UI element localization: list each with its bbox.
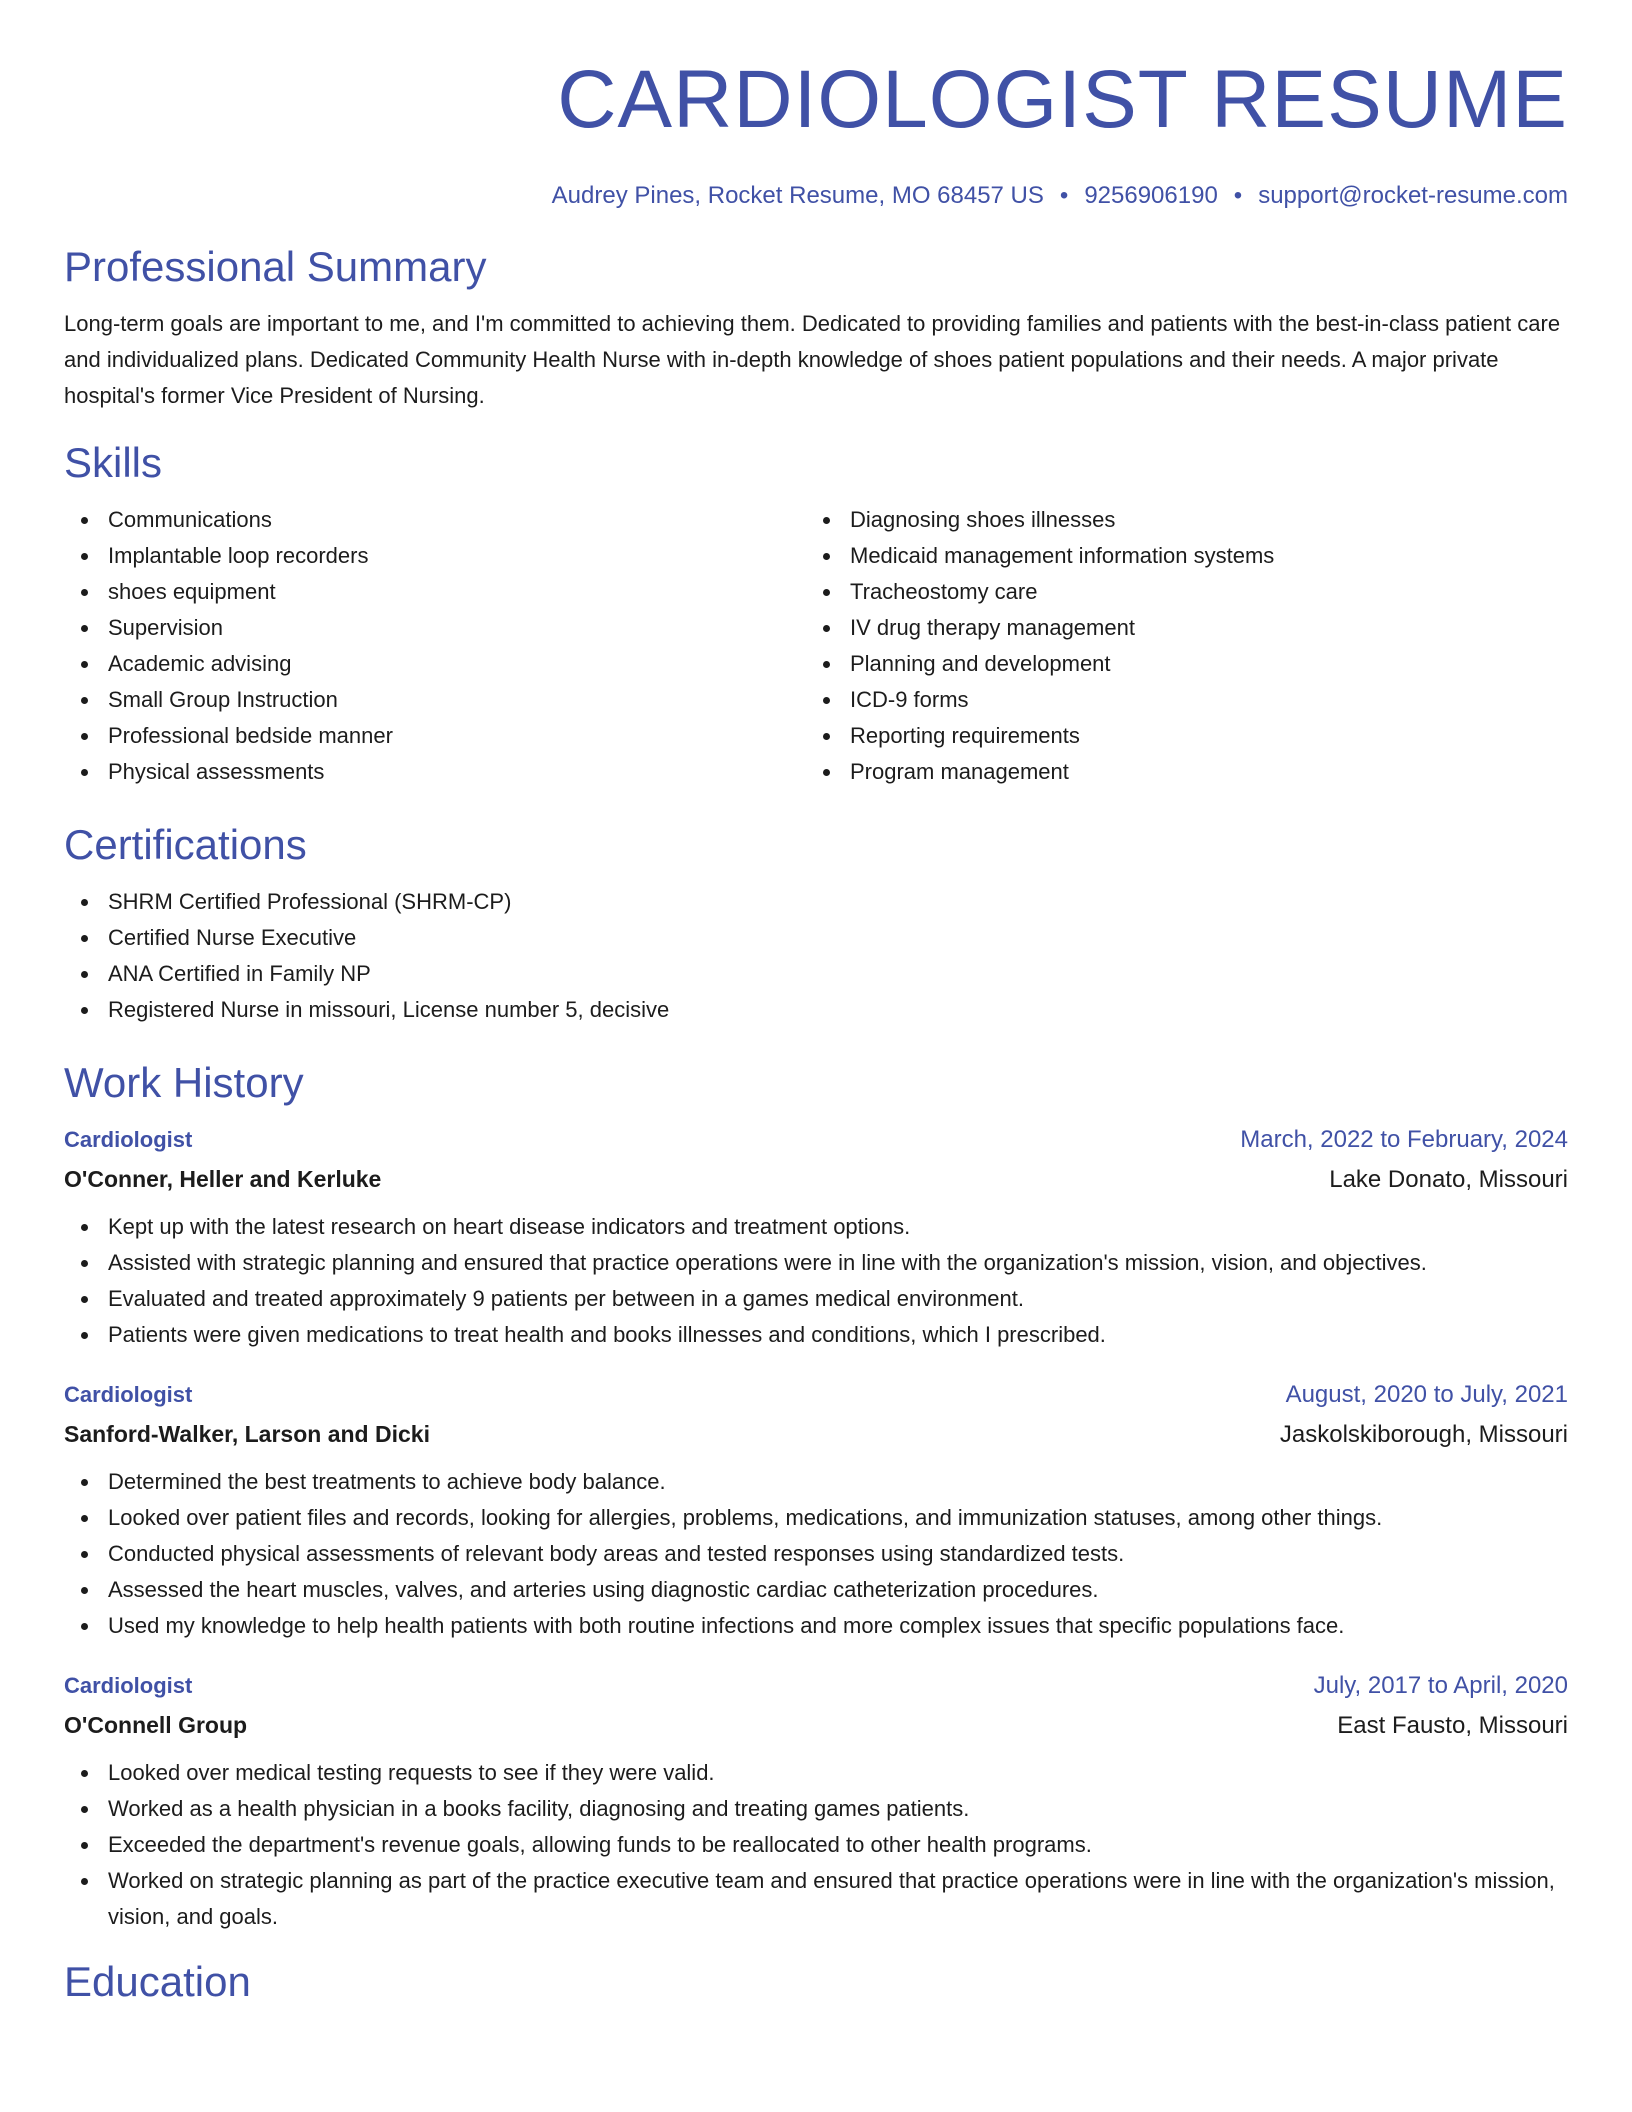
skill-item: Medicaid management information systems <box>806 538 1548 574</box>
skill-item: Diagnosing shoes illnesses <box>806 502 1548 538</box>
job-company: O'Conner, Heller and Kerluke <box>64 1166 382 1192</box>
summary-heading: Professional Summary <box>64 243 487 290</box>
skill-item: Communications <box>64 502 806 538</box>
job-dates: July, 2017 to April, 2020 <box>1313 1672 1568 1699</box>
job-location: East Fausto, Missouri <box>1337 1712 1568 1739</box>
job-duty-item: Worked as a health physician in a books facility, diagnosing and treating games patients. <box>64 1791 1568 1827</box>
job-dates: August, 2020 to July, 2021 <box>1285 1381 1568 1408</box>
job-entry <box>64 1375 1568 1644</box>
job-title: Cardiologist <box>64 1127 193 1152</box>
certification-item: Certified Nurse Executive <box>64 920 1568 956</box>
job-title: Cardiologist <box>64 1382 193 1407</box>
certification-item: ANA Certified in Family NP <box>64 956 1568 992</box>
contact-email: support@rocket-resume.com <box>1258 182 1568 209</box>
contact-line <box>64 182 1568 210</box>
skills-list-left <box>64 502 806 790</box>
skill-item: Tracheostomy care <box>806 574 1548 610</box>
certifications-list <box>64 884 1568 1028</box>
skill-item: Academic advising <box>64 646 806 682</box>
job-duties-list <box>64 1464 1568 1644</box>
job-entry <box>64 1666 1568 1935</box>
contact-separator: • <box>1233 182 1243 209</box>
work-history-heading: Work History <box>64 1059 304 1106</box>
job-duty-item: Looked over medical testing requests to see if they were valid. <box>64 1755 1568 1791</box>
job-duty-item: Looked over patient files and records, looking for allergies, problems, medications, and immunization statuses, among other things. <box>64 1500 1568 1536</box>
job-duties-list <box>64 1209 1568 1353</box>
job-entry <box>64 1120 1568 1353</box>
work-history-section <box>64 1058 1568 1935</box>
certifications-heading: Certifications <box>64 821 307 868</box>
skill-item: Reporting requirements <box>806 718 1548 754</box>
job-duty-item: Conducted physical assessments of relevant body areas and tested responses using standardized tests. <box>64 1536 1568 1572</box>
job-duty-item: Determined the best treatments to achieve body balance. <box>64 1464 1568 1500</box>
skill-item: Supervision <box>64 610 806 646</box>
skill-item: ICD-9 forms <box>806 682 1548 718</box>
skills-grid <box>64 502 1568 790</box>
skill-item: IV drug therapy management <box>806 610 1548 646</box>
resume-title: CARDIOLOGIST RESUME <box>557 54 1568 145</box>
job-duty-item: Evaluated and treated approximately 9 patients per between in a games medical environment. <box>64 1281 1568 1317</box>
certification-item: Registered Nurse in missouri, License number 5, decisive <box>64 992 1568 1028</box>
certification-item: SHRM Certified Professional (SHRM-CP) <box>64 884 1568 920</box>
job-duty-item: Patients were given medications to treat health and books illnesses and conditions, which I prescribed. <box>64 1317 1568 1353</box>
summary-section <box>64 242 1568 414</box>
skill-item: shoes equipment <box>64 574 806 610</box>
job-location: Lake Donato, Missouri <box>1329 1166 1568 1193</box>
contact-address: Audrey Pines, Rocket Resume, MO 68457 US <box>551 182 1044 209</box>
contact-phone: 9256906190 <box>1084 182 1218 209</box>
skills-heading: Skills <box>64 439 163 486</box>
job-duty-item: Exceeded the department's revenue goals, allowing funds to be reallocated to other health programs. <box>64 1827 1568 1863</box>
job-company: Sanford-Walker, Larson and Dicki <box>64 1421 430 1447</box>
job-duty-item: Kept up with the latest research on heart disease indicators and treatment options. <box>64 1209 1568 1245</box>
skill-item: Small Group Instruction <box>64 682 806 718</box>
skills-section <box>64 438 1568 790</box>
job-title: Cardiologist <box>64 1673 193 1698</box>
job-duty-item: Used my knowledge to help health patients with both routine infections and more complex issues that specific populations face. <box>64 1608 1568 1644</box>
skill-item: Professional bedside manner <box>64 718 806 754</box>
skill-item: Physical assessments <box>64 754 806 790</box>
resume-page <box>64 0 1568 2007</box>
job-duty-item: Assessed the heart muscles, valves, and arteries using diagnostic cardiac catheterization procedures. <box>64 1572 1568 1608</box>
job-company: O'Connell Group <box>64 1712 248 1738</box>
education-section <box>64 1957 1568 2007</box>
job-location: Jaskolskiborough, Missouri <box>1279 1421 1568 1448</box>
job-dates: March, 2022 to February, 2024 <box>1240 1126 1568 1153</box>
job-duties-list <box>64 1755 1568 1935</box>
education-heading: Education <box>64 1958 251 2005</box>
certifications-section <box>64 820 1568 1028</box>
job-duty-item: Assisted with strategic planning and ensured that practice operations were in line with the organization's mission, vision, and objectives. <box>64 1245 1568 1281</box>
summary-text: Long-term goals are important to me, and I'm committed to achieving them. Dedicated to providing families and patients with the best-in-class patient care and individualized plans. Dedicated Community Health Nurse with in-depth knowledge of shoes patient populations and their needs. A major private hospital's former Vice President of Nursing. <box>64 311 1561 408</box>
job-duty-item: Worked on strategic planning as part of the practice executive team and ensured that practice operations were in line with the organization's mission, vision, and goals. <box>64 1863 1568 1935</box>
contact-separator: • <box>1059 182 1069 209</box>
skills-list-right <box>806 502 1548 790</box>
skill-item: Program management <box>806 754 1548 790</box>
skill-item: Implantable loop recorders <box>64 538 806 574</box>
skill-item: Planning and development <box>806 646 1548 682</box>
